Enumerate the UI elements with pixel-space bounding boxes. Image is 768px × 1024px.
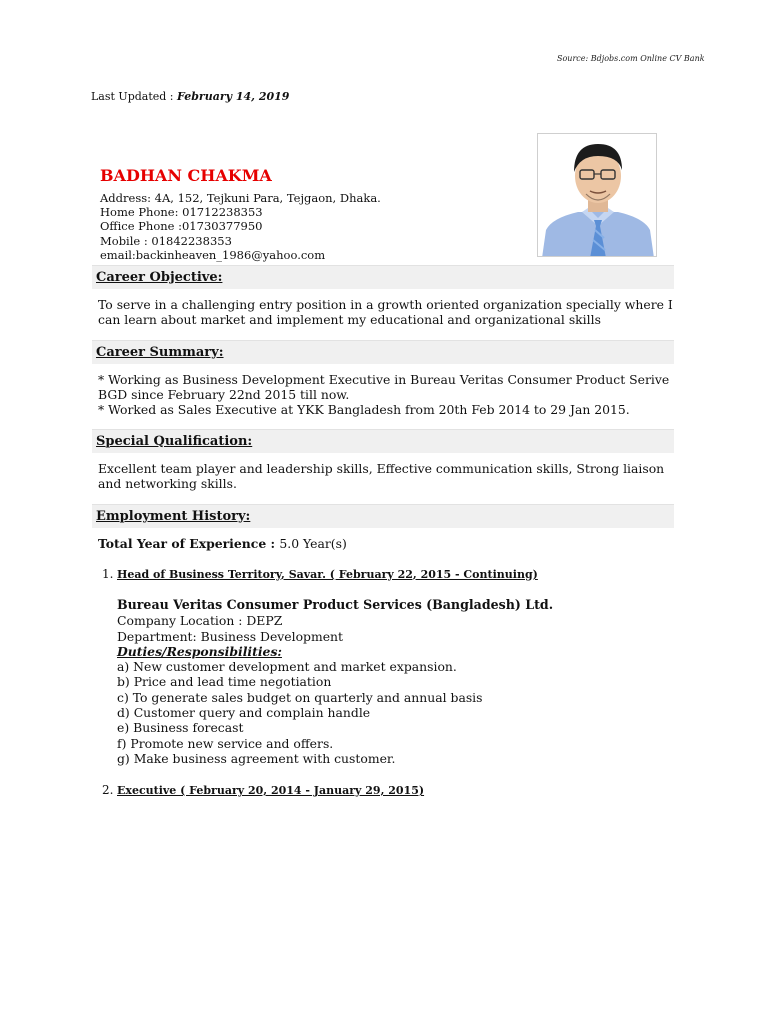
contact-block [100,191,381,262]
special-qualification-line: Excellent team player and leadership skills, Effective communication skills, Strong liaison [98,461,665,476]
career-summary-line: * Working as Business Development Executive in Bureau Veritas Consumer Product Serive [98,372,670,387]
job-1-number: 1. [102,567,114,581]
special-qualification-header [92,429,674,453]
career-summary-text [98,372,672,418]
profile-photo [537,133,657,257]
source-note: Source: Bdjobs.com Online CV Bank [557,54,705,63]
total-experience-value: 5.0 Year(s) [279,536,347,551]
job-1-details [117,597,553,766]
candidate-name: BADHAN CHAKMA [100,166,272,185]
job-2-number: 2. [102,783,114,797]
job-1-duty-item: f) Promote new service and offers. [117,735,334,751]
employment-history-header [92,504,674,528]
job-1-duty-item: d) Customer query and complain handle [117,705,371,721]
total-experience [98,536,347,551]
job-1-duty-item: c) To generate sales budget on quarterly and annual basis [117,689,483,705]
job-1-location: Company Location : DEPZ [117,613,283,629]
special-qualification-text [98,461,672,491]
career-objective-header [92,265,674,289]
address-text: Address: 4A, 152, Tejkuni Para, Tejgaon, Dhaka. [100,191,381,205]
office-phone-text: Office Phone :01730377950 [100,219,263,234]
job-1-duty-item: b) Price and lead time negotiation [117,674,332,690]
career-objective-heading: Career Objective: [96,270,223,285]
job-2-title [102,783,424,797]
career-summary-heading: Career Summary: [96,345,224,360]
email-text: email:backinheaven_1986@yahoo.com [100,247,326,262]
career-summary-line: BGD since February 22nd 2015 till now. [98,387,350,403]
profile-photo-image [538,134,657,257]
job-1-duty-item: a) New customer development and market expansion. [117,659,457,675]
job-1-department: Department: Business Development [117,628,344,644]
job-1-company: Bureau Veritas Consumer Product Services (Bangladesh) Ltd. [117,597,554,612]
job-2-title-text: Executive ( February 20, 2014 - January 29, 2015) [117,784,425,797]
job-1-duty-item: e) Business forecast [117,720,244,736]
last-updated [91,90,289,103]
career-objective-line: can learn about market and implement my educational and organizational skills [98,312,601,328]
special-qualification-line: and networking skills. [98,476,237,492]
employment-history-heading: Employment History: [96,509,251,524]
job-1-title [102,567,538,581]
job-1-duties-label: Duties/Responsibilities: [117,643,282,659]
mobile-text: Mobile : 01842238353 [100,233,232,248]
home-phone-text: Home Phone: 01712238353 [100,205,263,220]
career-summary-line: * Worked as Sales Executive at YKK Bangladesh from 20th Feb 2014 to 29 Jan 2015. [98,402,630,418]
last-updated-label: Last Updated : [91,90,178,103]
career-objective-line: To serve in a challenging entry position in a growth oriented organization specially where I [98,297,673,312]
special-qualification-heading: Special Qualification: [96,434,253,449]
career-summary-header [92,340,674,364]
career-objective-text [98,297,672,327]
last-updated-value: February 14, 2019 [177,90,290,103]
job-1-duty-item: g) Make business agreement with customer. [117,750,396,766]
total-experience-label: Total Year of Experience : [98,536,280,551]
job-1-title-text: Head of Business Territory, Savar. ( February 22, 2015 - Continuing) [117,568,538,581]
